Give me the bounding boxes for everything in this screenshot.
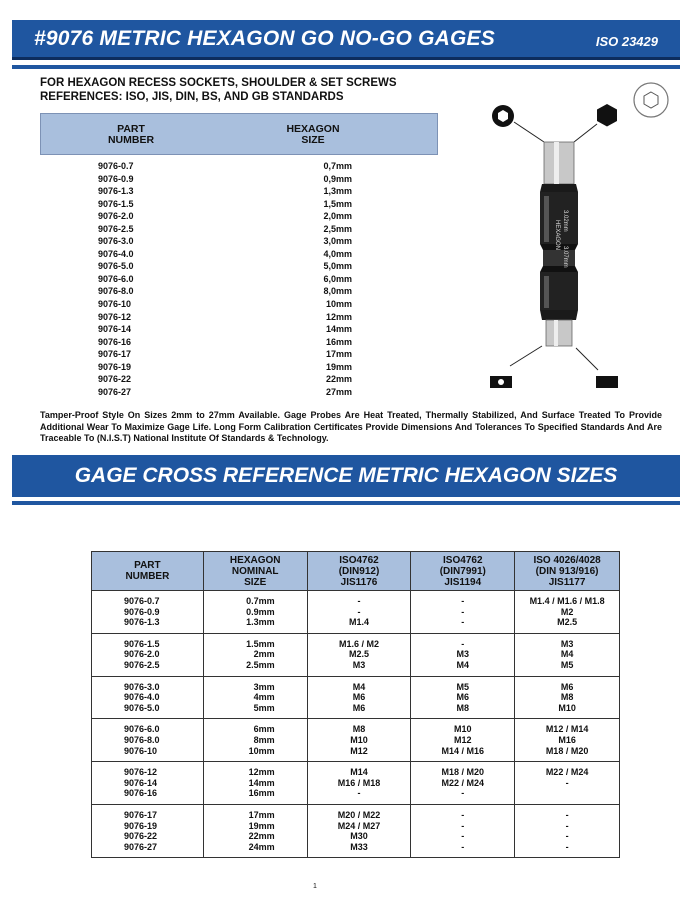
part-number-cell: 9076-0.7 9076-0.9 9076-1.3 [92, 591, 204, 634]
hexagon-size-item: 10mm [325, 299, 352, 310]
part-number-item: 9076-16 [98, 336, 132, 347]
hexagon-size-item: 3,0mm [323, 236, 352, 247]
part-number-list [98, 160, 134, 398]
part-number-cell: 9076-12 9076-14 9076-16 [92, 762, 204, 805]
intro-line-2: REFERENCES: ISO, JIS, DIN, BS, AND GB STANDARDS [40, 91, 344, 103]
socket-head-icon [634, 83, 668, 117]
header-rule [12, 65, 680, 69]
table-row [92, 804, 620, 857]
hex-solid-icon [597, 104, 617, 127]
iso4762-din7991-cell: M5 M6 M8 [411, 676, 515, 719]
part-number-item: 9076-1.5 [98, 198, 134, 209]
part-number-item: 9076-14 [98, 324, 132, 335]
nominal-size-col-header: HEXAGON NOMINAL SIZE [203, 552, 307, 591]
iso4026-cell: M6 M8 M10 [515, 676, 620, 719]
table-row [92, 591, 620, 634]
part-number-item: 9076-17 [98, 349, 132, 360]
part-number-item: 9076-19 [98, 361, 132, 372]
gage-label-1: 3.02mm [562, 210, 568, 232]
iso4762-din912-cell: M8 M10 M12 [307, 719, 411, 762]
cross-reference-header-row [92, 552, 620, 591]
page-mark: 1 [313, 883, 317, 890]
iso4026-col-header: ISO 4026/4028 (DIN 913/916) JIS1177 [515, 552, 620, 591]
nominal-size-cell: 12mm 14mm 16mm [203, 762, 307, 805]
cross-reference-rule [12, 501, 680, 505]
iso4026-cell: M22 / M24 - [515, 762, 620, 805]
part-number-item: 9076-27 [98, 386, 132, 397]
hexagon-size-item: 1,5mm [323, 198, 352, 209]
description-text: Tamper-Proof Style On Sizes 2mm to 27mm Available. Gage Probes Are Heat Treated, Thermally Stabilized, And Surface Treated To Provide Additional Wear To Maximize Gage Life. Long Form Calibration Certificates Provide Dimensions And Tolerances To Specified Standards And Are Traceable To (N.I.S.T) National Institute Of Standards & Technology. [40, 410, 662, 443]
iso4026-cell: M3 M4 M5 [515, 633, 620, 676]
hexagon-size-list [310, 160, 352, 398]
part-number-cell: 9076-1.5 9076-2.0 9076-2.5 [92, 633, 204, 676]
part-number-item: 9076-2.0 [98, 211, 134, 222]
cross-reference-table [91, 551, 620, 858]
iso4026-cell: M1.4 / M1.6 / M1.8 M2 M2.5 [515, 591, 620, 634]
part-number-cell: 9076-6.0 9076-8.0 9076-10 [92, 719, 204, 762]
hexagon-size-item: 2,5mm [323, 223, 352, 234]
hexagon-size-item: 0,7mm [323, 161, 352, 171]
part-number-item: 9076-4.0 [98, 248, 134, 259]
part-number-item: 9076-0.9 [98, 173, 134, 184]
flat-bar-icon [596, 376, 618, 388]
hexagon-size-item: 14mm [325, 324, 352, 335]
nominal-size-cell: 1.5mm 2mm 2.5mm [203, 633, 307, 676]
part-number-item: 9076-22 [98, 374, 132, 385]
iso4762-din912-cell: M20 / M22 M24 / M27 M30 M33 [307, 804, 411, 857]
standard-label: ISO 23429 [595, 34, 658, 49]
cross-reference-banner [12, 455, 680, 497]
part-number-item: 9076-0.7 [98, 161, 134, 171]
nominal-size-cell: 6mm 8mm 10mm [203, 719, 307, 762]
iso4026-cell: - - - - [515, 804, 620, 857]
table-row [92, 633, 620, 676]
gage-label-2: 3.07mm [562, 246, 568, 268]
part-number-item: 9076-1.3 [98, 186, 134, 197]
hexagon-size-item: 16mm [325, 336, 352, 347]
table-row [92, 676, 620, 719]
cross-reference-title: GAGE CROSS REFERENCE METRIC HEXAGON SIZES [74, 464, 618, 487]
hexagon-size-item: 19mm [325, 361, 352, 372]
iso4762-din912-cell: M1.6 / M2 M2.5 M3 [307, 633, 411, 676]
hexagon-size-item: 4,0mm [323, 248, 352, 259]
gage-illustration [480, 80, 690, 400]
hexagon-size-item: 6,0mm [323, 273, 352, 284]
hexagon-size-header: HEXAGON SIZE [286, 123, 340, 146]
iso4762-din912-cell: M14 M16 / M18 - [307, 762, 411, 805]
part-number-item: 9076-8.0 [98, 286, 134, 297]
header-banner [12, 20, 680, 60]
part-number-item: 9076-6.0 [98, 273, 134, 284]
part-number-header: PART NUMBER [107, 123, 155, 146]
hexagon-size-item: 12mm [325, 311, 352, 322]
part-number-item: 9076-3.0 [98, 236, 134, 247]
iso4762-din912-col-header: ISO4762 (DIN912) JIS1176 [307, 552, 411, 591]
part-number-item: 9076-12 [98, 311, 132, 322]
iso4762-din7991-col-header: ISO4762 (DIN7991) JIS1194 [411, 552, 515, 591]
part-number-col-header: PART NUMBER [92, 552, 204, 591]
hexagon-size-item: 2,0mm [323, 211, 352, 222]
hex-socket-icon-left [492, 105, 514, 127]
iso4762-din7991-cell: - M3 M4 [411, 633, 515, 676]
hexagon-size-item: 5,0mm [323, 261, 352, 272]
part-table-header [40, 113, 438, 155]
hexagon-size-item: 8,0mm [323, 286, 352, 297]
nominal-size-cell: 0.7mm 0.9mm 1.3mm [203, 591, 307, 634]
gage-brand: HEXAGON [554, 220, 560, 251]
iso4026-cell: M12 / M14 M16 M18 / M20 [515, 719, 620, 762]
iso4762-din7991-cell: - - - - [411, 804, 515, 857]
hexagon-size-item: 0,9mm [323, 173, 352, 184]
gage-body [540, 142, 578, 346]
iso4762-din7991-cell: M10 M12 M14 / M16 [411, 719, 515, 762]
intro-line-1: FOR HEXAGON RECESS SOCKETS, SHOULDER & SET SCREWS [40, 77, 397, 89]
hexagon-size-item: 17mm [325, 349, 352, 360]
iso4762-din7991-cell: - - - [411, 591, 515, 634]
table-row [92, 762, 620, 805]
part-number-cell: 9076-17 9076-19 9076-22 9076-27 [92, 804, 204, 857]
iso4762-din912-cell: M4 M6 M6 [307, 676, 411, 719]
part-number-item: 9076-10 [98, 299, 132, 310]
nominal-size-cell: 17mm 19mm 22mm 24mm [203, 804, 307, 857]
page-title: #9076 METRIC HEXAGON GO NO-GO GAGES [34, 27, 495, 50]
nominal-size-cell: 3mm 4mm 5mm [203, 676, 307, 719]
part-number-cell: 9076-3.0 9076-4.0 9076-5.0 [92, 676, 204, 719]
hexagon-size-item: 27mm [325, 386, 352, 397]
part-number-item: 9076-5.0 [98, 261, 134, 272]
part-number-item: 9076-2.5 [98, 223, 134, 234]
intro-text [40, 76, 397, 104]
hexagon-size-item: 22mm [325, 374, 352, 385]
iso4762-din7991-cell: M18 / M20 M22 / M24 - [411, 762, 515, 805]
iso4762-din912-cell: - - M1.4 [307, 591, 411, 634]
hexagon-size-item: 1,3mm [323, 186, 352, 197]
table-row [92, 719, 620, 762]
round-socket-icon [490, 376, 512, 388]
